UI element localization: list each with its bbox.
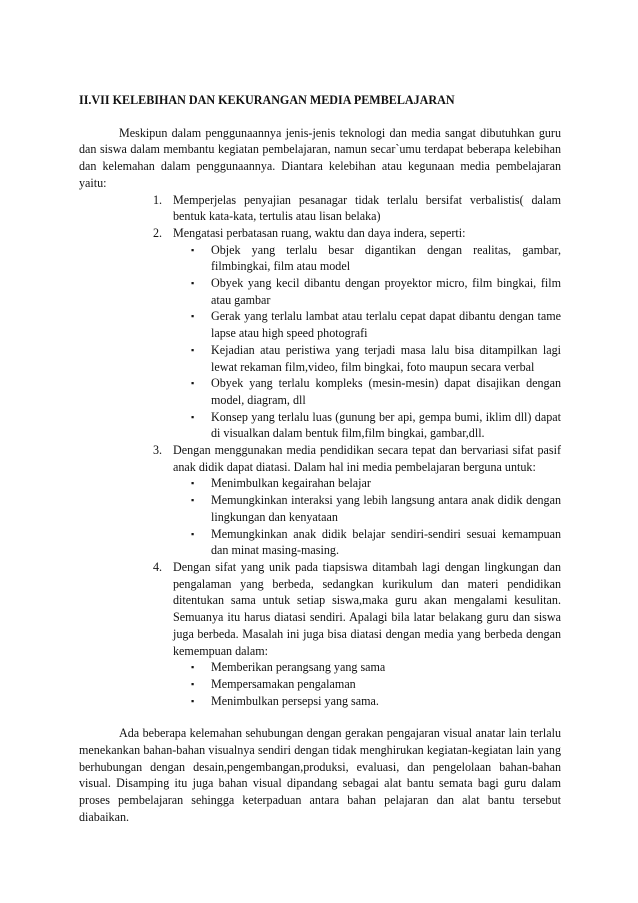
sub-list-item-text: Konsep yang terlalu luas (gunung ber api, gempa bumi, iklim dll) dapat di visualkan dalam bentuk film,film bingkai, gambar,dll. [211,409,561,441]
list-item-text: Dengan menggunakan media pendidikan secara tepat dan bervariasi sifat pasif anak didik dapat diatasi. Dalam hal ini media pembelajaran berguna untuk: [173,443,561,474]
sub-list-item [173,676,561,693]
bullet-icon: ▪ [191,378,195,389]
sub-list-item [173,492,561,525]
bullet-icon: ▪ [191,478,195,489]
list-item-4 [79,559,561,709]
sub-list-item [173,275,561,308]
sub-list-item-text: Menimbulkan persepsi yang sama. [211,693,379,708]
list-item-2 [79,225,561,442]
list-number: 2. [153,225,163,240]
list-item-3 [79,442,561,559]
bullet-icon: ▪ [191,528,195,539]
document-page [79,92,561,826]
bullet-icon: ▪ [191,662,195,673]
sub-list-item-text: Kejadian atau peristiwa yang terjadi masa lalu bisa ditampilkan lagi lewat rekaman film,video, film bingkai, foto maupun secara verbal [211,342,561,374]
list-item-text: Mengatasi perbatasan ruang, waktu dan daya indera, seperti: [173,225,466,240]
sub-list-item [173,659,561,676]
sub-list-item-text: Memungkinkan interaksi yang lebih langsung antara anak didik dengan lingkungan dan kenyataan [211,493,561,524]
bullet-icon: ▪ [191,278,195,289]
sub-list-item-text: Obyek yang terlalu kompleks (mesin-mesin) dapat disajikan dengan model, diagram, dll [211,376,561,407]
bullet-icon: ▪ [191,678,195,689]
list-number: 3. [153,443,163,458]
intro-paragraph: Meskipun dalam penggunaannya jenis-jenis teknologi dan media sangat dibutuhkan guru dan siswa dalam membantu kegiatan pembelajaran, namun secar`umu terdapat beberapa kelebihan dan kelemahan dalam penggunaannya. Diantara kelebihan atau kegunaan media pembelajaran yaitu: [79,125,561,190]
sub-list-item [173,693,561,710]
sub-list-item [173,475,561,492]
bullet-icon: ▪ [191,495,195,506]
sub-list [173,659,561,709]
bullet-icon: ▪ [191,311,195,322]
bullet-icon: ▪ [191,695,195,706]
list-number: 4. [153,559,163,574]
sub-list-item-text: Obyek yang kecil dibantu dengan proyektor micro, film bingkai, film atau gambar [211,276,561,307]
list-item-text: Dengan sifat yang unik pada tiapsiswa ditambah lagi dengan lingkungan dan pengalaman yang berbeda, sedangkan kurikulum dan materi pendidikan ditentukan sama untuk setiap siswa,maka guru akan mengalami kesulitan. Semuanya itu harus diatasi sendiri. Apalagi bila latar belakang guru dan siswa juga berbeda. Masalah ini juga bisa diatasi dengan media yang berbeda dengan kemempuan dalam: [173,559,561,658]
sub-list-item-text: Objek yang terlalu besar digantikan dengan realitas, gambar, filmbingkai, film atau model [211,242,561,274]
sub-list-item [173,375,561,408]
sub-list [173,475,561,559]
sub-list-item [173,526,561,559]
sub-list-item [173,242,561,275]
list-item-1 [79,192,561,225]
list-number: 1. [153,192,163,207]
sub-list [173,242,561,442]
list-item-text: Memperjelas penyajian pesanagar tidak terlalu bersifat verbalistis( dalam bentuk kata-kata, tertulis atau lisan belaka) [173,192,561,224]
advantages-list [79,192,561,710]
sub-list-item-text: Mempersamakan pengalaman [211,676,356,691]
sub-list-item [173,308,561,341]
sub-list-item [173,342,561,375]
sub-list-item-text: Memberikan perangsang yang sama [211,660,386,675]
section-heading: II.VII KELEBIHAN DAN KEKURANGAN MEDIA PEMBELAJARAN [79,93,455,107]
closing-paragraph: Ada beberapa kelemahan sehubungan dengan gerakan pengajaran visual anatar lain terlalu menekankan bahan-bahan visualnya sendiri dengan tidak menghirukan kegiatan-kegiatan lain yang berhubungan dengan desain,pengembangan,produksi, evaluasi, dan pengelolaan bahan-bahan visual. Disamping itu juga bahan visual dipandang sebagai alat bantu semata bagi guru dalam proses pembelajaran sehingga keterpaduan antara bahan pelajaran dan alat bantu tersebut diabaikan. [79,726,561,824]
sub-list-item-text: Memungkinkan anak didik belajar sendiri-sendiri sesuai kemampuan dan minat masing-masing. [211,526,561,558]
bullet-icon: ▪ [191,411,195,422]
sub-list-item [173,409,561,442]
bullet-icon: ▪ [191,244,195,255]
sub-list-item-text: Menimbulkan kegairahan belajar [211,476,371,491]
sub-list-item-text: Gerak yang terlalu lambat atau terlalu cepat dapat dibantu dengan tame lapse atau high speed photografi [211,309,561,341]
bullet-icon: ▪ [191,344,195,355]
